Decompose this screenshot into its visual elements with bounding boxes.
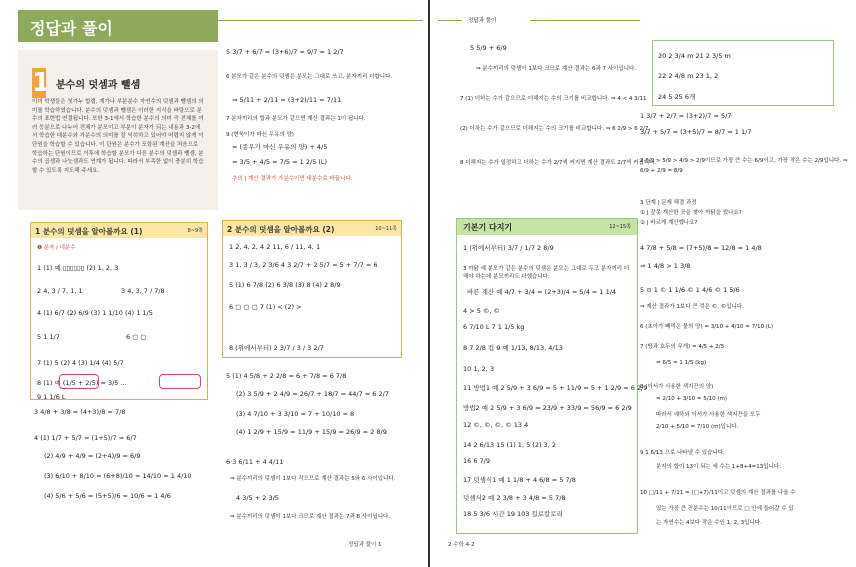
page-header: 정답과 풀이 [468, 18, 497, 24]
right-page [430, 0, 856, 567]
eq-line: (2) 더하는 수가 같으므로 더해지는 수의 크기를 비교합니다. ⇒ 6 2/9 > 6 2/7 [460, 126, 649, 132]
answer-line: 3 4, 3, 7 / 7/8 [121, 287, 165, 295]
answer-line: 6 ▢ ▢ ▢ 7 (1) < (2) > [229, 303, 302, 311]
eq-line: 9 (현욱이가 마신 우유의 양) [226, 132, 294, 138]
eq-line: 4 3/5 + 2 3/5 [236, 494, 279, 502]
highlight-circle [59, 374, 99, 389]
eq-line: 3/7 + 5/7 = (3+5)/7 = 8/7 = 1 1/7 [640, 128, 752, 136]
eq-line: ⇒ 1 4/8 > 1 3/8 [640, 262, 691, 270]
section-title: 정답과 풀이 [30, 19, 113, 38]
eq-line: 는 자연수는 4보다 작은 수인 1, 2, 3입니다. [656, 520, 762, 526]
lesson-box-1-title: 1 분수의 덧셈을 알아볼까요 (1) [35, 227, 143, 236]
answer-line: 4 > 5 ©, © [463, 307, 501, 315]
unit-number: 1 [32, 68, 51, 98]
answer-line: 2 4, 3 / 7, 1, 1 [37, 287, 83, 295]
eq-line: 6 분모가 같은 분수의 덧셈은 분모는 그대로 쓰고, 분자끼리 더합니다. [226, 74, 393, 80]
answer-line: 11 방법1 예 2 5/9 + 3 6/9 = 5 + 11/9 = 5 + 1 2/9 = 6 2/9 [463, 384, 648, 392]
practice-box [456, 218, 648, 534]
answer-line: 16 6 7/9 [463, 457, 490, 465]
lesson-box-2-header [223, 221, 401, 236]
answer-line: 24 5 25 6개 [658, 93, 696, 101]
highlight-circle [159, 374, 201, 389]
eq-line: 8 (이서가 사용한 색지끈의 양) [640, 384, 714, 390]
answer-line: 9 1 1/6 L [37, 393, 66, 401]
answer-line: 1 (1) 예 ▯▯▯▯▯▯ (2) 1, 2, 3 [37, 264, 119, 272]
eq-line: 8 더해지는 수가 일정하고 더하는 수가 2/7씩 커지면 계산 결과도 2/7씩 커집니다. [460, 160, 657, 166]
eq-line: 5 3/7 + 6/7 = (3+6)/7 = 9/7 = 1 2/7 [226, 48, 344, 56]
answer-line: 22 2 4/8 m 23 1, 2 [658, 72, 719, 80]
answer-line: 3 까닭 예 분모가 같은 분수의 덧셈은 분모는 그대로 두고 분자끼리 더해야 하는데 분모끼리도 더했습니다. [463, 266, 630, 280]
lesson-box-1-header [31, 223, 207, 238]
eq-line: 6 (초아가 빼먹은 물의 양) = 3/10 + 4/10 = 7/10 (L) [640, 324, 774, 330]
answer-line: 17 덧셈식1 예 1 1/8 + 4 6/8 = 5 7/8 [463, 476, 576, 484]
answer-line: 바른 계산 예 4/7 + 3/4 = (2+3)/4 = 5/4 = 1 1/4 [467, 288, 617, 296]
eq-line: 10 □/11 + 7/11 = (□+7)/11이고 덧셈의 계산 결과를 나올 수 [640, 490, 796, 496]
unit-intro-text: 이미 학생들은 첫가누 합랩, 계가나 부분분수 자연수의 덧셈과 뺄셈의 의미를 학습하였습니다. 분수의 덧셈과 뺄셈은 이러한 지식을 바탕으로 분수의 표현법 연결됩니다. 또한 3-1에서 학습한 분수의 의미 즉 전체를 여러 등분으로 나누어 전체가 분모이고 부분이 분자가 되는 내용과 3-2에서 학습한 대분수와 가분수의 의미를 잘 익히하고 있어야 어렵지 않게 이 단원을 학습할 수 있습니다. 이 단원은 분수가 포함된 계산을 처음으로 학습하는 단원이므로 이후에 학습할 분모가 다른 분수의 덧셈과 뺄셈, 분수의 곱셈과 나눗셈과도 연계가 됩니다. 따라서 부족한 없이 충분히 학습할 수 있도록 지도해 주세요. [32, 99, 204, 174]
eq-line: 3 4/8 + 3/8 = (4+3)/8 = 7/8 [34, 408, 126, 416]
eq-line: = 3/5 + 4/5 = 7/5 = 1 2/5 (L) [232, 158, 328, 166]
practice-box-title: 기본기 다지기 [463, 223, 513, 232]
eq-line: (4) 5/6 + 5/6 = (5+5)/6 = 10/6 = 1 4/6 [44, 492, 171, 500]
answer-line: 20 2 3/4 m 21 2 3/5 m [658, 52, 731, 60]
eq-line: 4 (1) 1/7 + 5/7 = (1+5)/7 = 6/7 [34, 434, 137, 442]
answer-line: 1 2, 4, 2, 4 2 11, 6 / 11, 4, 1 [229, 243, 321, 251]
answer-line: 6 ▢ ▢ [126, 333, 147, 341]
eq-line: ⇒ 5/11 + 2/11 = (3+2)/11 = 7/11 [232, 96, 342, 104]
eq-line: 5 (1) 4 5/8 + 2 2/8 = 6 + 7/8 = 6 7/8 [226, 372, 347, 380]
answer-line: 10 1, 2, 3 [463, 365, 495, 373]
answer-line: 14 2 6/13 15 (1) 1, 5 (2) 3, 2 [463, 441, 556, 449]
eq-line: 1 3/7 + 2/7 = (3+2)/7 = 5/7 [640, 112, 732, 120]
answer-line: 7 (1) 5 (2) 4 (3) 1/4 (4) 5/7 [37, 359, 124, 367]
eq-line: 5 ⊙ 1 © 1 1/6 © 1 4/6 © 1 5/6 [640, 286, 740, 294]
answer-line: 8 7 2/8 컵 9 예 1/13, 8/13, 4/13 [463, 344, 563, 352]
practice-box-header [457, 219, 637, 235]
header-rule [530, 20, 640, 21]
lesson-box-2-pages: 10~11쪽 [375, 226, 397, 232]
eq-line: ⇒ 분수끼리의 덧셈이 1보다 크므로 계산 결과는 7과 8 사이입니다. [230, 514, 391, 520]
eq-line: 7 분자끼리의 합과 분모가 같으면 계산 결과는 1이 됩니다. [226, 116, 366, 122]
eq-line: 있는 가장 큰 진분수는 10/11이므로 □ 안에 들어갈 수 있 [656, 506, 794, 512]
eq-line: 2/10 + 5/10 = 7/10 (m)입니다. [656, 424, 739, 430]
answer-line: 8 (1) 예 (1/5 + 2/5) = 3/5 ... [37, 379, 127, 387]
answer-line: 5 1 1/7 [37, 333, 60, 341]
answer-line: 방법2 예 2 5/9 + 3 6/9 = 23/9 + 33/9 = 56/9 = 6 2/9 [463, 404, 632, 412]
page-footer: 2 수학 4-2 [448, 542, 475, 548]
lesson-box-2 [222, 220, 402, 358]
answer-line: 12 ©, ©, ©, © 13 4 [463, 421, 529, 429]
eq-line: 3 단계 | 문제 해결 과정 [640, 200, 697, 206]
answer-line: 18 5 3/6 시간 19 103 킬로칼로리 [463, 510, 563, 518]
eq-line: ⇒ 분수끼리의 덧셈이 1보다 크므로 계산 결과는 6과 7 사이입니다. [476, 66, 637, 72]
answer-line: 6 7/10 L 7 1 1/5 kg [463, 323, 525, 331]
eq-line: = (종우가 마신 우유의 양) + 4/5 [232, 143, 328, 151]
eq-line: 5 5/9 + 6/9 [470, 44, 507, 52]
eq-line: (3) 4 7/10 + 3 3/10 = 7 + 10/10 = 8 [236, 410, 355, 418]
eq-line: 7 (1) 더하는 수가 같으므로 더해지는 수의 크기를 비교합니다. ⇒ 4 < 4 3/11 [460, 96, 647, 102]
eq-line: = 6/5 = 1 1/5 (kg) [656, 360, 707, 366]
eq-line: 따라서 예하와 이서가 사용한 색지끈을 모두 [656, 412, 761, 418]
lesson-box-1-sub: ❶ 분자 / 대분수 [37, 245, 76, 251]
lesson-box-2-title: 2 분수의 덧셈을 알아볼까요 (2) [227, 225, 335, 234]
eq-line: ① | 잘못 계산한 곳을 찾아 까닭을 썼나요? [640, 210, 742, 216]
eq-line: 추의 | 계산 결과가 가분수이면 대분수로 바꿉니다. [232, 176, 353, 182]
eq-line: (3) 6/10 + 8/10 = (6+8)/10 = 14/10 = 1 4/10 [44, 472, 192, 480]
lesson-box-1 [30, 222, 208, 400]
eq-line: (4) 1 2/9 + 15/9 = 11/9 + 15/9 = 26/9 = 2 8/9 [236, 428, 387, 436]
eq-line: (2) 4/9 + 4/9 = (2+4)/9 = 6/9 [44, 452, 141, 460]
eq-line: 9 1 6/13 으로 나타낼 수 있습니다. [640, 450, 725, 456]
eq-line: 분자의 합이 13이 되는 세 수는 1+8+4=13입니다. [656, 464, 781, 470]
unit-title: 분수의 덧셈과 뺄셈 [56, 80, 141, 91]
header-rule [218, 20, 423, 21]
answer-line: 8 (위에서부터) 2 3/7 / 3 / 3 2/7 [229, 344, 324, 352]
eq-line: = 2/10 + 3/10 = 5/10 (m) [656, 396, 728, 402]
eq-line: ⇒ 분수끼리의 덧셈이 1보다 작으므로 계산 결과는 5와 6 사이입니다. [230, 476, 396, 482]
answer-line: 5 (1) 6 7/8 (2) 6 3/8 (3) 8 (4) 2 8/9 [229, 281, 341, 289]
eq-line: 7 (방과 호두의 무게) = 4/5 + 2/5 [640, 344, 725, 350]
eq-line: (2) 3 5/9 + 2 4/9 = 26/7 + 18/7 = 44/7 = 6 2/7 [236, 390, 389, 398]
header-rule [438, 20, 462, 21]
practice-box-pages: 12~15쪽 [609, 224, 631, 230]
eq-line: 4 7/8 + 5/8 = (7+5)/8 = 12/8 = 1 4/8 [640, 244, 762, 252]
page-footer: 정답과 풀이 1 [348, 542, 382, 548]
answer-line: 4 (1) 6/7 (2) 6/9 (3) 1 1/10 (4) 1 1/5 [37, 309, 153, 317]
answer-line: 덧셈식2 예 2 3/8 + 3 4/8 = 5 7/8 [463, 494, 566, 502]
lesson-box-1-pages: 8~9쪽 [187, 228, 203, 234]
eq-line: ⇒ 계산 결과가 1보다 큰 것은 ©, ©입니다. [640, 304, 744, 310]
eq-line: 2 6/9 > 5/9 > 4/9 > 2/9이므로 가장 큰 수는 6/9이고, 가장 작은 수는 2/9입니다. ⇒ 6/9 + 2/9 = 8/9 [640, 158, 848, 174]
eq-line: 6 3 6/11 + 4 4/11 [226, 458, 284, 466]
answer-line: 1 (위에서부터) 3/7 / 1/7 2 8/9 [463, 244, 554, 252]
eq-line: ② | 바르게 계산했나요? [640, 220, 698, 226]
section-title-band [18, 10, 218, 42]
answer-line: 3 1, 3 / 3, 2 3/6 4 3 2/7 + 2 5/7 = 5 + 7/7 = 6 [229, 261, 378, 269]
